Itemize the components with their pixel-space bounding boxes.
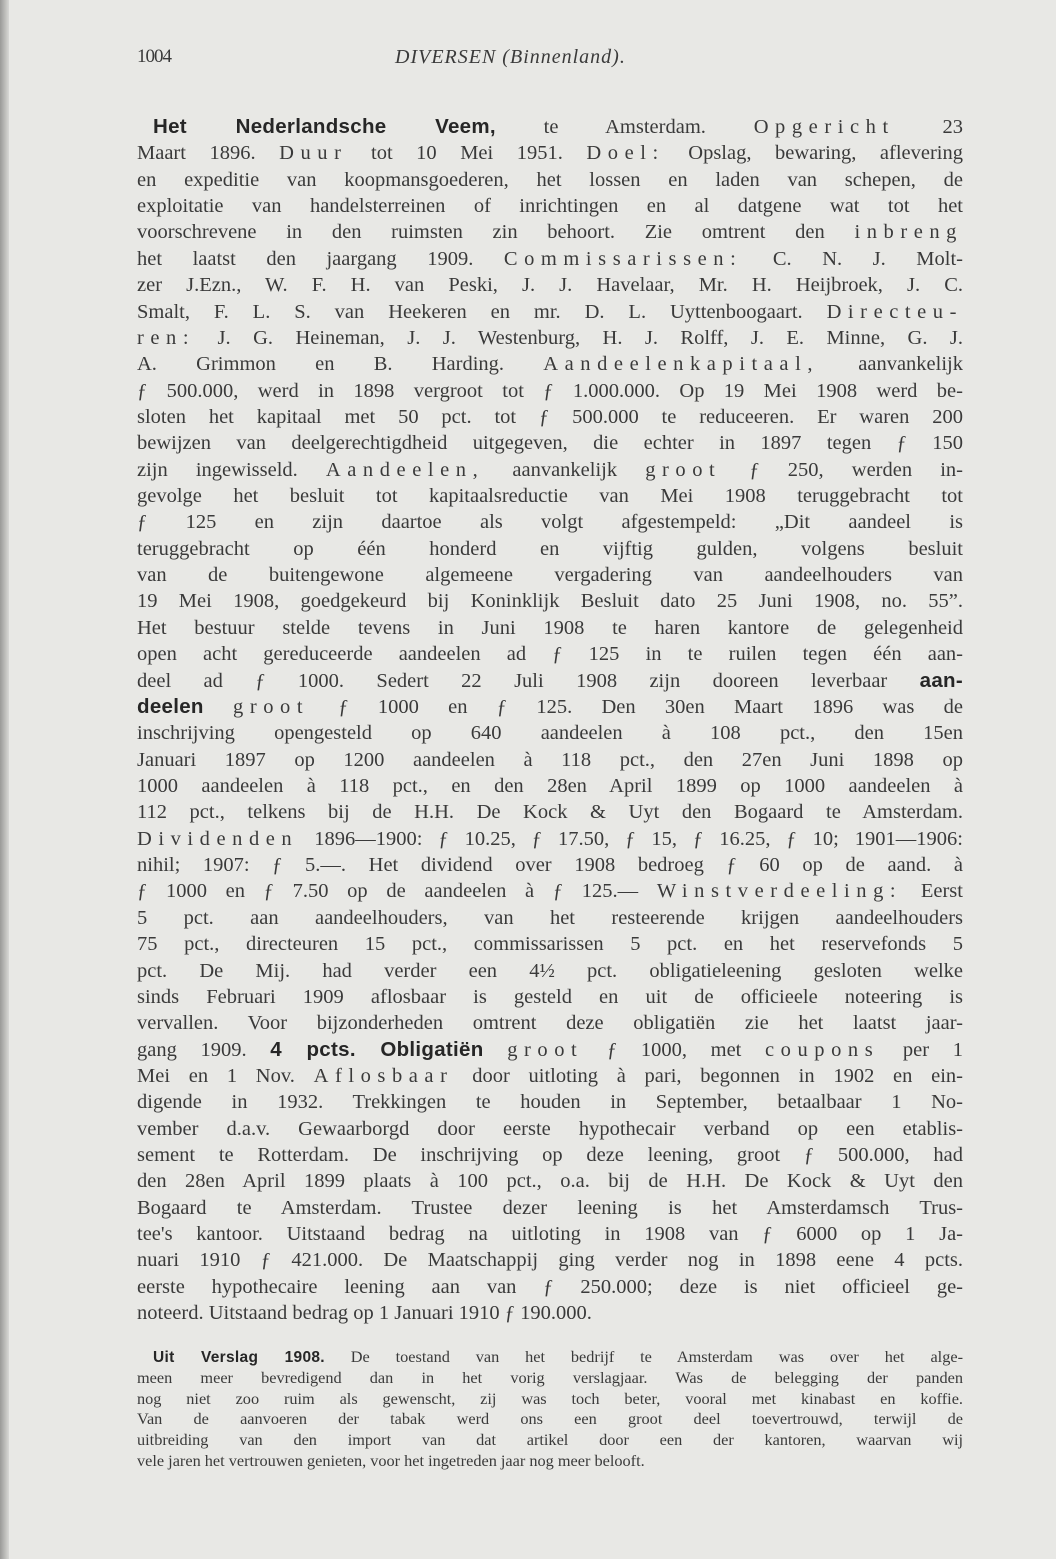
text-line [137, 747, 963, 773]
body-text: 1896—1900: ƒ 10.25, ƒ 17.50, ƒ 15, ƒ 16.25, ƒ 10; 1901—1906: [298, 827, 963, 850]
body-text: zijn ingewisseld. [137, 458, 326, 481]
text-line [137, 404, 963, 430]
body-text: meen meer bevredigend dan in het vorig verslagjaar. Was de belegging der panden [137, 1367, 963, 1387]
body-text: 1000 aandeelen à 118 pct., en den 28en April 1899 op 1000 aandeelen à [137, 774, 963, 797]
bold-heading-text: Het Nederlandsche Veem, [153, 115, 496, 138]
body-text: J. G. Heineman, J. J. Westenburg, H. J. Rolff, J. E. Minne, G. J. [195, 326, 963, 349]
text-line [137, 826, 963, 852]
body-text: zer J.Ezn., W. F. H. van Peski, J. J. Havelaar, Mr. H. Heijbroek, J. C. [137, 274, 963, 297]
body-text: 23 [894, 116, 963, 138]
spaced-keyword-text: groot [233, 695, 310, 718]
company-entry-paragraph [137, 114, 963, 1327]
spaced-keyword-text: Duur [279, 142, 348, 165]
body-text: 5 pct. aan aandeelhouders, van het resteerende krijgen aandeelhouders [137, 906, 963, 929]
spaced-keyword-text: Winstverdeeling: [656, 880, 903, 903]
spaced-keyword-text: Opgericht [753, 116, 895, 138]
text-line [137, 140, 963, 166]
body-text: pct. De Mij. had verder een 4½ pct. obligatieleening gesloten welke [137, 959, 963, 982]
body-text: A. Grimmon en B. Harding. [137, 353, 544, 376]
spaced-keyword-text: Aandeelen, [325, 458, 485, 481]
text-line [137, 483, 963, 509]
body-text: Opslag, bewaring, aflevering [664, 142, 963, 165]
body-text: aanvankelijk [819, 353, 963, 376]
spaced-keyword-text: Aandeelenkapitaal, [543, 353, 820, 376]
page-edge-shadow [0, 0, 9, 1559]
body-text: tot 10 Mei 1951. [347, 142, 587, 165]
text-line [137, 1010, 963, 1036]
spaced-keyword-text: ren: [137, 326, 196, 349]
spaced-keyword-text: Doel: [586, 142, 665, 165]
body-text: Bogaard te Amsterdam. Trustee dezer leening is het Amsterdamsch Trus- [137, 1196, 963, 1219]
bold-heading-text: deelen [137, 694, 204, 718]
body-text: vervallen. Voor bijzonderheden omtrent deze obligatiën zie het laatst jaar- [137, 1012, 963, 1035]
body-text: Januari 1897 op 1200 aandeelen à 118 pct., den 27en Juni 1898 op [137, 748, 963, 771]
body-text: De toestand van het bedrijf te Amsterdam was over het alge- [324, 1347, 963, 1366]
body-text [484, 1039, 508, 1061]
body-text: van de buitengewone algemeene vergadering van aandeelhouders van [137, 564, 963, 587]
body-text: nuari 1910 ƒ 421.000. De Maatschappij ging verder nog in 1898 eene 4 pcts. [137, 1249, 963, 1272]
body-text: Mei en 1 Nov. [137, 1064, 314, 1087]
body-text: Smalt, F. L. S. van Heekeren en mr. D. L. Uyttenboogaart. [137, 300, 827, 323]
text-line [137, 1142, 963, 1168]
body-text: Van de aanvoeren der tabak werd ons een groot deel toevertrouwd, terwijl de [137, 1409, 963, 1429]
body-text: open acht gereduceerde aandeelen ad ƒ 125 in te ruilen tegen één aan- [137, 643, 963, 666]
body-text: uitbreiding van den import van dat artikel door een der kantoren, waarvan wij [137, 1430, 963, 1450]
text-line [137, 509, 963, 535]
text-line [137, 694, 963, 720]
text-line [137, 1451, 963, 1472]
body-text: Het bestuur stelde tevens in Juni 1908 te haren kantore de gelegenheid [137, 616, 963, 639]
text-line [137, 1168, 963, 1194]
body-text: ƒ 1000 en ƒ 125. Den 30en Maart 1896 was de [309, 695, 964, 718]
body-text: sloten het kapitaal met 50 pct. tot ƒ 500.000 te reduceeren. Er waren 200 [137, 405, 963, 428]
bold-heading-text: Uit Verslag 1908. [153, 1349, 325, 1366]
body-text: voorschrevene in den ruimsten zin behoort. Zie omtrent den [137, 221, 855, 244]
spaced-keyword-text: Dividenden [137, 827, 299, 850]
body-text [204, 696, 233, 718]
text-line [137, 615, 963, 641]
text-line [137, 536, 963, 562]
text-line [137, 299, 963, 325]
text-line [137, 720, 963, 746]
body-text: teruggebracht op één honderd en vijftig gulden, volgens besluit [137, 537, 963, 560]
body-text: Eerst [902, 880, 963, 903]
bold-heading-text: 4 pcts. Obligatiën [270, 1037, 484, 1061]
text-line [137, 430, 963, 456]
text-line [137, 799, 963, 825]
body-text: sinds Februari 1909 aflosbaar is gesteld en uit de officieele noteering is [137, 985, 963, 1008]
body-text: 75 pct., directeuren 15 pct., commissarissen 5 pct. en het reservefonds 5 [137, 933, 963, 956]
body-text: vember d.a.v. Gewaarborgd door eerste hypothecair verband op een etablis- [137, 1117, 963, 1140]
text-line [137, 641, 963, 667]
text-line [137, 193, 963, 219]
text-line [137, 773, 963, 799]
body-text: den 28en April 1899 plaats à 100 pct., o.a. bij de H.H. De Kock & Uyt den [137, 1170, 963, 1193]
text-line [137, 905, 963, 931]
body-text: ƒ 1000 en ƒ 7.50 op de aandeelen à ƒ 125.— [137, 880, 657, 903]
body-text: door uitloting à pari, begonnen in 1902 en ein- [453, 1064, 963, 1087]
body-text: deel ad ƒ 1000. Sedert 22 Juli 1908 zijn dooreen leverbaar [137, 669, 920, 692]
body-text: 112 pct., telkens bij de H.H. De Kock & Uyt den Bogaard te Amsterdam. [137, 801, 963, 824]
spaced-keyword-text: Commissarissen: [503, 247, 743, 270]
body-text: eerste hypothecaire leening aan van ƒ 250.000; deze is niet officieel ge- [137, 1275, 963, 1298]
body-text: inschrijving opengesteld op 640 aandeelen à 108 pct., den 15en [137, 722, 963, 745]
body-text: nog niet zoo ruim als gewenscht, zij was toch beter, vooral met kinabast en koffie. [137, 1388, 963, 1408]
annual-report-paragraph [137, 1347, 963, 1472]
text-line [137, 668, 963, 694]
body-text: tee's kantoor. Uitstaand bedrag na uitloting in 1908 van ƒ 6000 op 1 Ja- [137, 1223, 963, 1246]
text-line [137, 1063, 963, 1089]
body-text: exploitatie van handelsterreinen of inrichtingen en al datgene wat tot het [137, 195, 963, 218]
body-text: digende in 1932. Trekkingen te houden in September, betaalbaar 1 No- [137, 1091, 963, 1114]
bold-heading-text: aan- [919, 668, 963, 692]
text-line [137, 931, 963, 957]
text-line [137, 378, 963, 404]
text-line [137, 852, 963, 878]
body-text: gevolge het besluit tot kapitaalsreductie van Mei 1908 teruggebracht tot [137, 485, 963, 508]
text-line [137, 562, 963, 588]
spaced-keyword-text: Aflosbaar [313, 1064, 454, 1087]
body-text: en expeditie van koopmansgoederen, het lossen en laden van schepen, de [137, 168, 963, 191]
text-line [137, 1089, 963, 1115]
spaced-keyword-text: groot [645, 458, 722, 481]
body-text: ƒ 1000, met [583, 1038, 766, 1061]
text-line [137, 1430, 963, 1451]
text-line [137, 325, 963, 351]
text-line [137, 1247, 963, 1273]
body-text: Maart 1896. [137, 142, 280, 165]
body-text: gang 1909. [137, 1038, 271, 1061]
text-line [137, 1368, 963, 1389]
text-line [137, 878, 963, 904]
body-text: per 1 [879, 1038, 963, 1061]
spaced-keyword-text: Directeu- [826, 300, 963, 323]
body-text: te Amsterdam. [495, 116, 754, 138]
body-text: het laatst den jaargang 1909. [137, 247, 504, 270]
running-title: DIVERSEN (Binnenland). [395, 46, 626, 68]
text-line [137, 1221, 963, 1247]
text-line [137, 1274, 963, 1300]
body-text: bewijzen van deelgerechtigdheid uitgegeven, die echter in 1897 tegen ƒ 150 [137, 432, 963, 455]
text-line [137, 219, 963, 245]
body-text: nihil; 1907: ƒ 5.—. Het dividend over 1908 bedroeg ƒ 60 op de aand. à [137, 854, 963, 877]
body-text: aanvankelijk [484, 458, 646, 481]
spaced-keyword-text: groot [507, 1038, 584, 1061]
text-line [137, 457, 963, 483]
text-line [137, 114, 963, 140]
spaced-keyword-text: inbreng [854, 221, 963, 244]
text-line [137, 984, 963, 1010]
body-text: ƒ 250, werden in- [721, 458, 963, 481]
text-line [137, 1300, 963, 1326]
body-text: 19 Mei 1908, goedgekeurd bij Koninklijk Besluit dato 25 Juni 1908, no. 55”. [137, 590, 963, 613]
text-line [137, 272, 963, 298]
text-line [137, 958, 963, 984]
text-line [137, 1037, 963, 1063]
text-line [137, 1347, 963, 1368]
body-text: ƒ 500.000, werd in 1898 vergroot tot ƒ 1.000.000. Op 19 Mei 1908 werd be- [137, 379, 963, 402]
text-line [137, 588, 963, 614]
text-line [137, 1195, 963, 1221]
text-line [137, 351, 963, 377]
spaced-keyword-text: coupons [765, 1038, 880, 1061]
page-number: 1004 [137, 46, 171, 67]
text-line [137, 246, 963, 272]
body-text: sement te Rotterdam. De inschrijving op deze leening, groot ƒ 500.000, had [137, 1144, 963, 1167]
body-text: ƒ 125 en zijn daartoe als volgt afgestempeld: „Dit aandeel is [137, 511, 963, 534]
text-line [137, 167, 963, 193]
body-text: vele jaren het vertrouwen genieten, voor het ingetreden jaar nog meer belooft. [137, 1450, 645, 1470]
body-text: noteerd. Uitstaand bedrag op 1 Januari 1910 ƒ 190.000. [137, 1302, 592, 1325]
text-line [137, 1116, 963, 1142]
body-text: C. N. J. Molt- [742, 247, 963, 270]
text-line [137, 1409, 963, 1430]
text-line [137, 1389, 963, 1410]
